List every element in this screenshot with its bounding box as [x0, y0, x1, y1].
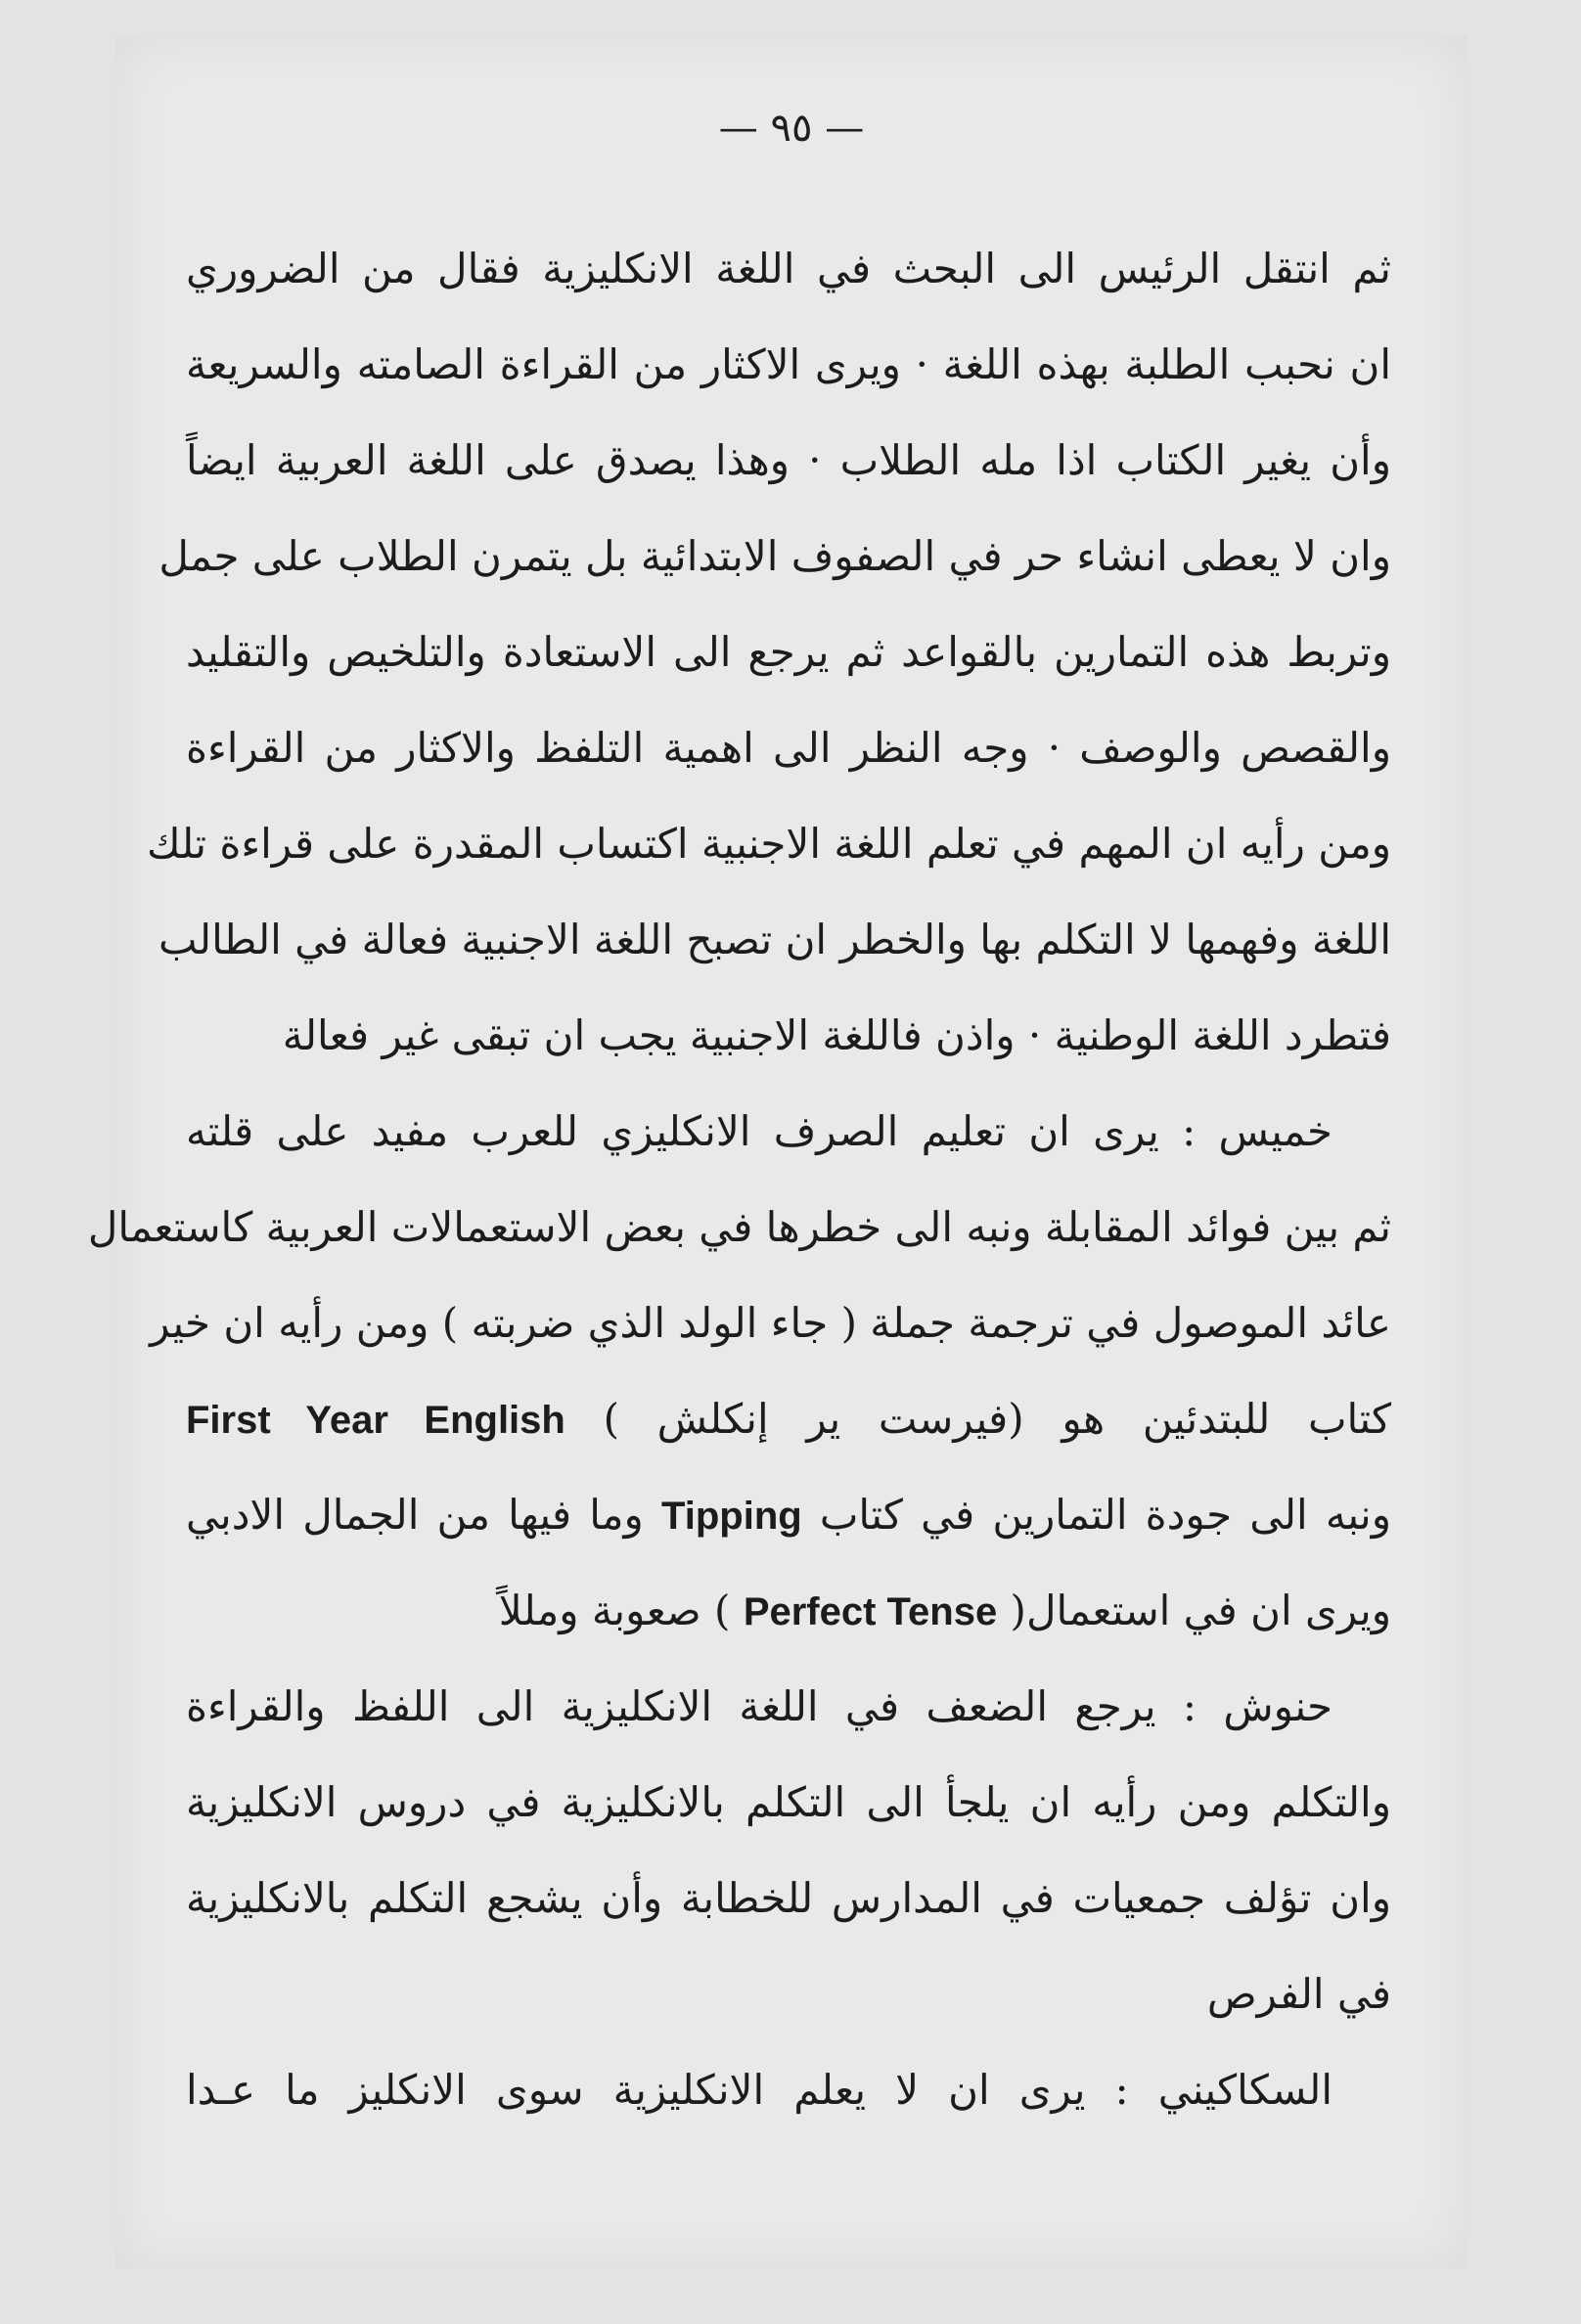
- text-line-with-latin: [186, 1467, 1391, 1563]
- latin-term: Tipping: [661, 1495, 802, 1538]
- text-line: والقصص والوصف · وجه النظر الى اهمية التلفظ والاكثار من القراءة: [186, 724, 1391, 772]
- text-line: اللغة وفهمها لا التكلم بها والخطر ان تصبح اللغة الاجنبية فعالة في الطالب: [158, 916, 1391, 963]
- arabic-fragment: ويرى ان في استعمال: [1025, 1587, 1391, 1634]
- text-line: في الفرص: [1206, 1970, 1391, 2018]
- text-line: وأن يغير الكتاب اذا مله الطلاب · وهذا يصدق على اللغة العربية ايضاً: [186, 436, 1391, 484]
- arabic-fragment: (: [1010, 1587, 1026, 1634]
- text-line: وان تؤلف جمعيات في المدارس للخطابة وأن يشجع التكلم بالانكليزية: [186, 1874, 1391, 1922]
- text-line: وتربط هذه التمارين بالقواعد ثم يرجع الى الاستعادة والتلخيص والتقليد: [186, 628, 1392, 676]
- latin-title: First Year English: [186, 1399, 565, 1442]
- text-line: ان نحبب الطلبة بهذه اللغة · ويرى الاكثار من القراءة الصامته والسريعة: [186, 340, 1391, 388]
- text-line-with-latin: [186, 1371, 1391, 1467]
- text-line: ثم بين فوائد المقابلة ونبه الى خطرها في بعض الاستعمالات العربية كاستعمال: [87, 1203, 1391, 1251]
- text-line: وان لا يعطى انشاء حر في الصفوف الابتدائية بل يتمرن الطلاب على جمل: [158, 532, 1391, 580]
- text-line-with-latin: [186, 1563, 1391, 1659]
- arabic-fragment: وما فيها من الجمال الادبي: [186, 1491, 644, 1539]
- arabic-fragment: ونبه الى جودة التمارين في كتاب: [819, 1491, 1392, 1539]
- text-line: عائد الموصول في ترجمة جملة ( جاء الولد الذي ضربته ) ومن رأيه ان خير: [150, 1299, 1391, 1347]
- text-line: فتطرد اللغة الوطنية · واذن فاللغة الاجنبية يجب ان تبقى غير فعالة: [282, 1011, 1391, 1059]
- text-line: ومن رأيه ان المهم في تعلم اللغة الاجنبية اكتساب المقدرة على قراءة تلك: [147, 820, 1391, 868]
- body-text: [87, 221, 1392, 2138]
- text-line: السكاكيني : يرى ان لا يعلم الانكليزية سوى الانكليز ما عـدا: [186, 2066, 1333, 2114]
- latin-term: Perfect Tense: [743, 1590, 998, 1633]
- document-page: [87, 35, 1468, 2269]
- text-line: حنوش : يرجع الضعف في اللغة الانكليزية الى اللفظ والقراءة: [186, 1682, 1333, 1730]
- arabic-fragment: ) صعوبة ومللاً: [498, 1587, 731, 1634]
- arabic-fragment: كتاب للبتدئين هو (فيرست ير إنكلش ): [603, 1395, 1391, 1443]
- text-line: خميس : يرى ان تعليم الصرف الانكليزي للعرب مفيد على قلته: [186, 1107, 1333, 1155]
- text-line: والتكلم ومن رأيه ان يلجأ الى التكلم بالانكليزية في دروس الانكليزية: [186, 1778, 1391, 1826]
- text-line: ثم انتقل الرئيس الى البحث في اللغة الانكليزية فقال من الضروري: [186, 245, 1391, 292]
- page-number: — ٩٥ —: [718, 106, 865, 151]
